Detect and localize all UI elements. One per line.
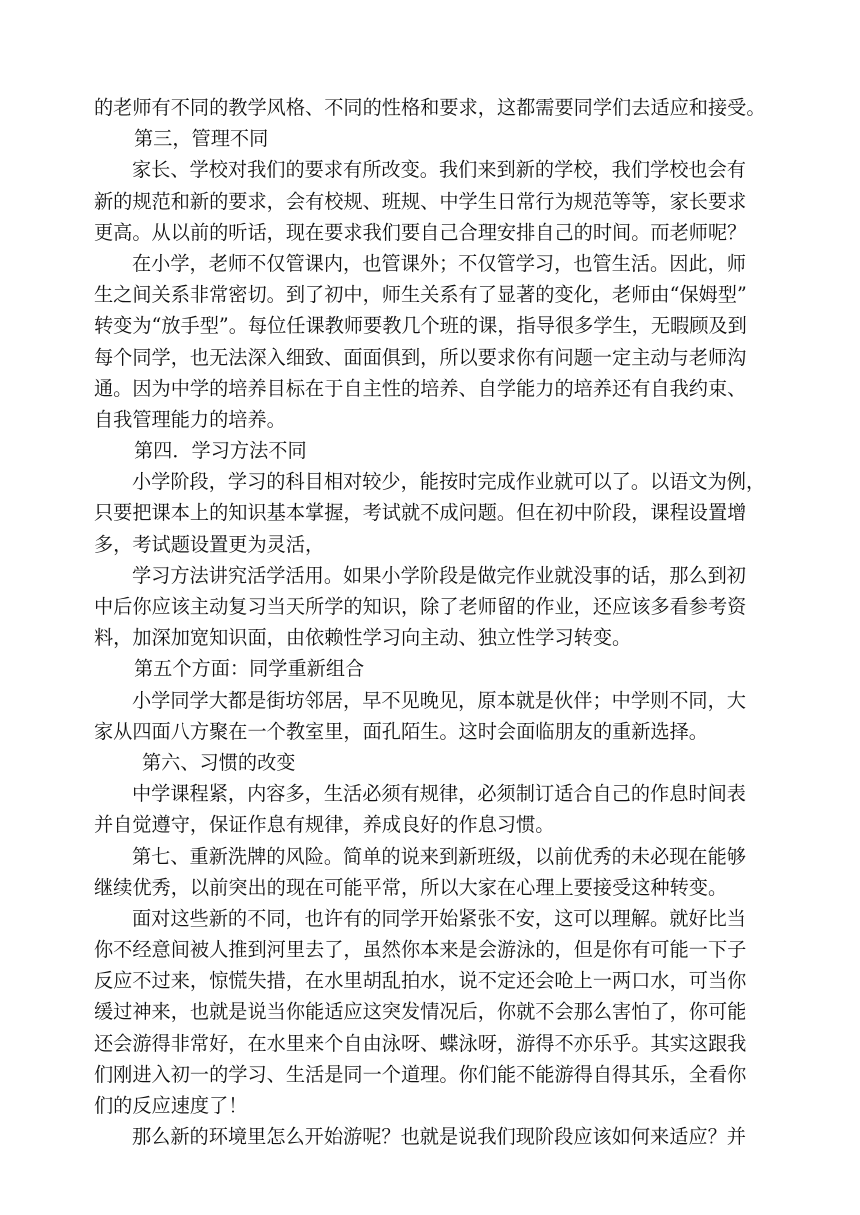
- text-line: 自我管理能力的培养。: [94, 407, 286, 431]
- text-line: 还会游得非常好，在水里来个自由泳呀、蝶泳呀，游得不亦乐乎。其实这跟我: [94, 1031, 747, 1055]
- section-heading-line: 第五个方面：同学重新组合: [134, 657, 365, 681]
- text-line: 在小学，老师不仅管课内，也管课外；不仅管学习，也管生活。因此，师: [132, 251, 746, 275]
- text-line: 缓过神来，也就是说当你能适应这突发情况后，你就不会那么害怕了，你可能: [94, 1000, 747, 1024]
- text-line: 学习方法讲究活学活用。如果小学阶段是做完作业就没事的话，那么到初: [132, 563, 746, 587]
- text-line: 并自觉遵守，保证作息有规律，养成良好的作息习惯。: [94, 813, 555, 837]
- text-line: 多，考试题设置更为灵活，: [94, 532, 325, 556]
- text-line: 中后你应该主动复习当天所学的知识，除了老师留的作业，还应该多看参考资: [94, 595, 747, 618]
- text-line: 家从四面八方聚在一个教室里，面孔陌生。这时会面临朋友的重新选择。: [94, 719, 708, 743]
- text-line: 转变为“放手型”。每位任课教师要教几个班的课，指导很多学生，无暇顾及到: [94, 314, 747, 338]
- text-line: 料，加深加宽知识面，由依赖性学习向主动、独立性学习转变。: [94, 626, 632, 650]
- text-line: 每个同学，也无法深入细致、面面俱到，所以要求你有问题一定主动与老师沟: [94, 345, 747, 369]
- document-body: [94, 92, 776, 1152]
- text-line: 新的规范和新的要求，会有校规、班规、中学生日常行为规范等等，家长要求: [94, 189, 747, 213]
- section-heading-line: 第三，管理不同: [134, 127, 269, 151]
- section-heading-line: 第六、习惯的改变: [142, 750, 296, 774]
- text-line: 继续优秀，以前突出的现在可能平常，所以大家在心理上要接受这种转变。: [94, 875, 728, 899]
- text-line: 小学阶段，学习的科目相对较少，能按时完成作业就可以了。以语文为例，: [132, 470, 766, 494]
- text-line: 家长、学校对我们的要求有所改变。我们来到新的学校，我们学校也会有: [132, 158, 746, 182]
- text-line: 生之间关系非常密切。到了初中，师生关系有了显著的变化，老师由“保姆型”: [94, 283, 747, 307]
- text-line: 更高。从以前的听话，现在要求我们要自己合理安排自己的时间。而老师呢？: [94, 220, 747, 244]
- text-line: 通。因为中学的培养目标在于自主性的培养、自学能力的培养还有自我约束、: [94, 376, 747, 400]
- text-line: 小学同学大都是街坊邻居，早不见晚见，原本就是伙伴；中学则不同，大: [132, 688, 746, 712]
- text-line: 只要把课本上的知识基本掌握，考试就不成问题。但在初中阶段，课程设置增: [94, 501, 747, 525]
- text-line: 们的反应速度了！: [94, 1094, 248, 1117]
- text-line: 那么新的环境里怎么开始游呢？也就是说我们现阶段应该如何来适应？并: [132, 1125, 746, 1149]
- text-line: 中学课程紧，内容多，生活必须有规律，必须制订适合自己的作息时间表: [132, 782, 746, 806]
- text-line: 们刚进入初一的学习、生活是同一个道理。你们能不能游得自得其乐，全看你: [94, 1062, 747, 1086]
- section-heading-line: 第四．学习方法不同: [134, 439, 307, 463]
- text-line: 的老师有不同的教学风格、不同的性格和要求，这都需要同学们去适应和接受。: [94, 96, 766, 119]
- text-line: 你不经意间被人推到河里去了，虽然你本来是会游泳的，但是你有可能一下子: [94, 938, 747, 962]
- text-line: 第七、重新洗牌的风险。简单的说来到新班级，以前优秀的未必现在能够: [132, 844, 746, 868]
- text-line: 反应不过来，惊慌失措，在水里胡乱拍水，说不定还会呛上一两口水，可当你: [94, 969, 747, 993]
- text-line: 面对这些新的不同，也许有的同学开始紧张不安，这可以理解。就好比当: [132, 906, 746, 930]
